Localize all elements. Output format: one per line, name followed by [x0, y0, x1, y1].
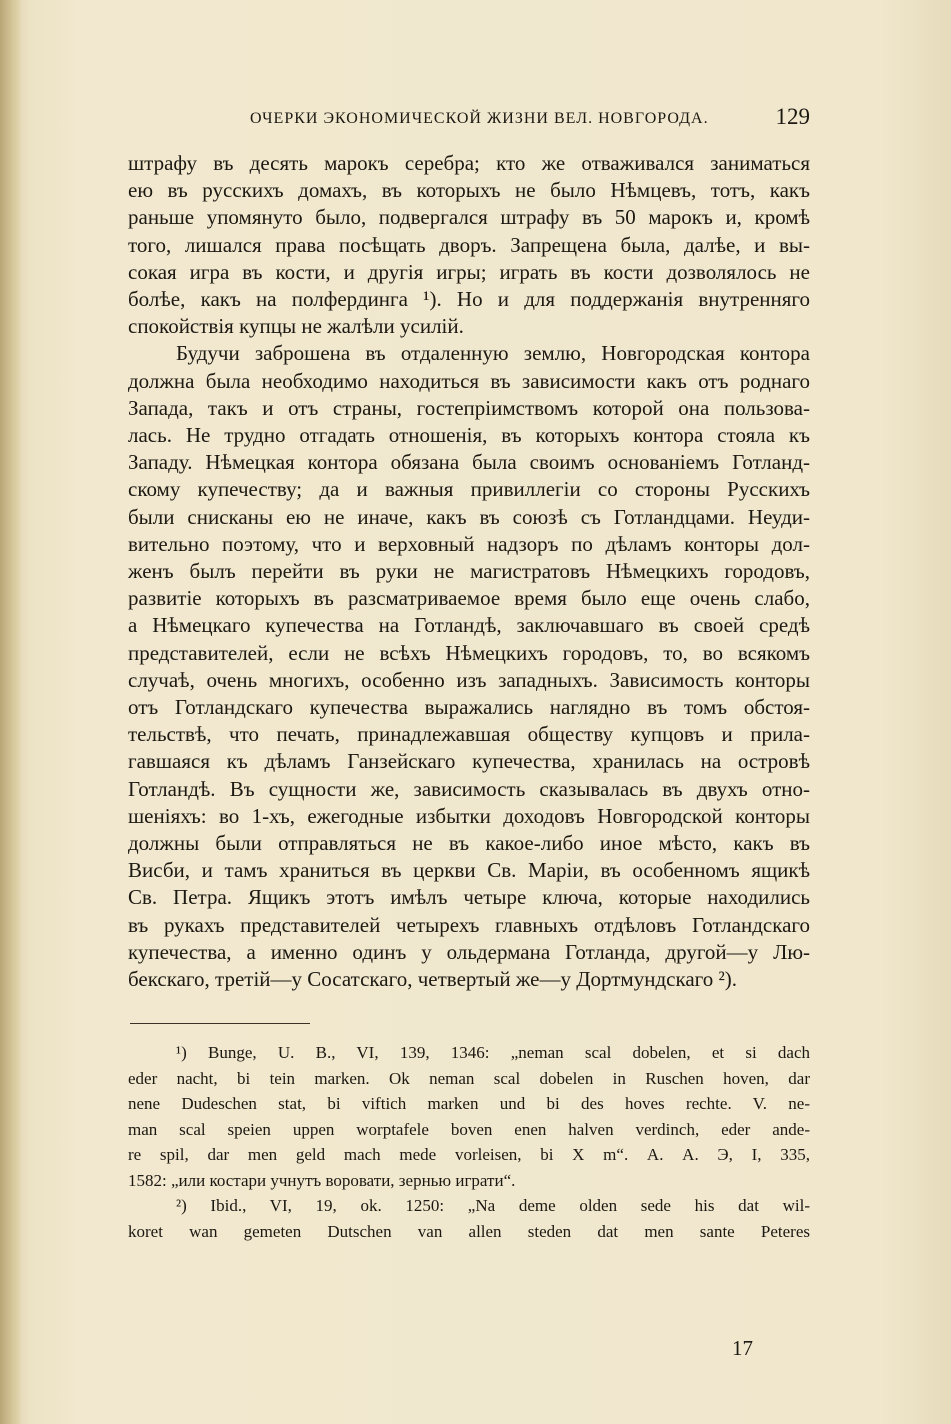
text-line: сокая игра въ кости, и другія игры; играть въ кости дозволялось не	[128, 259, 810, 284]
text-line: а Нѣмецкаго купечества на Готландѣ, заключавшаго въ своей средѣ	[128, 613, 810, 638]
text-line: Готландѣ. Въ сущности же, зависимость сказывалась въ двухъ отно-	[128, 776, 810, 801]
text-line: гавшаяся къ дѣламъ Ганзейскаго купечества, хранилась на островѣ	[128, 749, 810, 774]
running-title: ОЧЕРКИ ЭКОНОМИЧЕСКОЙ ЖИЗНИ ВЕЛ. НОВГОРОДА.	[250, 110, 709, 127]
footnotes	[128, 1040, 810, 1244]
page-spine-shadow	[0, 0, 22, 1424]
text-line: ею въ русскихъ домахъ, въ которыхъ не было Нѣмцевъ, тотъ, какъ	[128, 178, 810, 203]
footnote-line: ²) Ibid., VI, 19, ok. 1250: „Na deme olden sede his dat wil-	[176, 1196, 810, 1215]
text-line: шеніяхъ: во 1-хъ, ежегодные избытки доходовъ Новгородской конторы	[128, 803, 810, 828]
text-line: въ рукахъ представителей четырехъ главныхъ отдѣловъ Готландскаго	[128, 912, 810, 937]
text-line: болѣе, какъ на полфердинга ¹). Но и для поддержанія внутренняго	[128, 287, 810, 312]
text-line: вительно поэтому, что и верховный надзоръ по дѣламъ конторы дол-	[128, 531, 810, 556]
text-line: случаѣ, очень многихъ, особенно изъ западныхъ. Зависимость конторы	[128, 667, 810, 692]
footnote-line: 1582: „или костари учнутъ воровати, зернью играти“.	[128, 1170, 516, 1190]
text-line: раньше упомянуто было, подвергался штрафу въ 50 марокъ и, кромѣ	[128, 205, 810, 230]
footnote-line: man scal speien uppen worptafele boven enen halven verdinch, eder ande-	[128, 1119, 810, 1139]
footnote-line: koret wan gemeten Dutschen van allen steden dat men sante Peteres	[128, 1221, 810, 1241]
text-line: отъ Готландскаго купечества выражались наглядно въ томъ обстоя-	[128, 695, 810, 720]
footnote-line: re spil, dar men geld mach mede vorleisen, bi X m“. А. А. Э, I, 335,	[128, 1145, 810, 1164]
text-line: тельствѣ, что печать, принадлежавшая обществу купцовъ и прила-	[128, 722, 810, 747]
text-line: Св. Петра. Ящикъ этотъ имѣлъ четыре ключа, которые находились	[128, 885, 810, 910]
page-header	[250, 104, 810, 134]
text-line: должна была необходимо находиться въ зависимости какъ отъ роднаго	[128, 368, 810, 393]
footnote-line: ¹) Bunge, U. B., VI, 139, 1346: „neman scal dobelen, et si dach	[176, 1043, 810, 1062]
text-line: штрафу въ десять марокъ серебра; кто же отваживался заниматься	[128, 151, 810, 175]
text-line: Запада, такъ и отъ страны, гостепріимствомъ которой она пользова-	[128, 395, 810, 420]
text-line: Западу. Нѣмецкая контора обязана была своимъ основаніемъ Готланд-	[128, 450, 810, 475]
text-line: представителей, если не всѣхъ Нѣмецкихъ городовъ, то, во всякомъ	[128, 640, 810, 665]
footnote-divider	[130, 1023, 310, 1024]
page-number: 129	[775, 104, 810, 129]
text-line: женъ былъ перейти въ руки не магистратовъ Нѣмецкихъ городовъ,	[128, 559, 810, 584]
text-line: скому купечеству; да и важныя привиллегіи со стороны Русскихъ	[128, 477, 810, 502]
footnote-line: eder nacht, bi tein marken. Ok neman scal dobelen in Ruschen hoven, dar	[128, 1068, 810, 1088]
text-line: должны были отправляться не въ какое-либо иное мѣсто, какъ въ	[128, 831, 810, 856]
footnote-line: nene Dudeschen stat, bi viftich marken und bi des hoves rechte. V. ne-	[128, 1094, 810, 1113]
text-line: развитіе которыхъ въ разсматриваемое время было еще очень слабо,	[128, 586, 810, 611]
text-line: спокойствія купцы не жалѣли усилій.	[128, 314, 464, 339]
text-line: бекскаго, третій—у Сосатскаго, четвертый же—у Дортмундскаго ²).	[128, 967, 738, 992]
main-text	[128, 150, 810, 993]
text-line: купечества, а именно одинъ у ольдермана Готланда, другой—у Лю-	[128, 939, 810, 964]
text-line: Будучи заброшена въ отдаленную землю, Новгородская контора	[176, 341, 810, 366]
text-line: были снисканы ею не иначе, какъ въ союзѣ съ Готландцами. Неуди-	[128, 504, 810, 529]
text-line: Висби, и тамъ храниться въ церкви Св. Маріи, въ особенномъ ящикѣ	[128, 858, 810, 883]
signature-mark: 17	[732, 1336, 753, 1360]
text-line: того, лишался права посѣщать дворъ. Запрещена была, далѣе, и вы-	[128, 232, 810, 257]
text-line: лась. Не трудно отгадать отношенія, въ которыхъ контора стояла къ	[128, 423, 810, 448]
